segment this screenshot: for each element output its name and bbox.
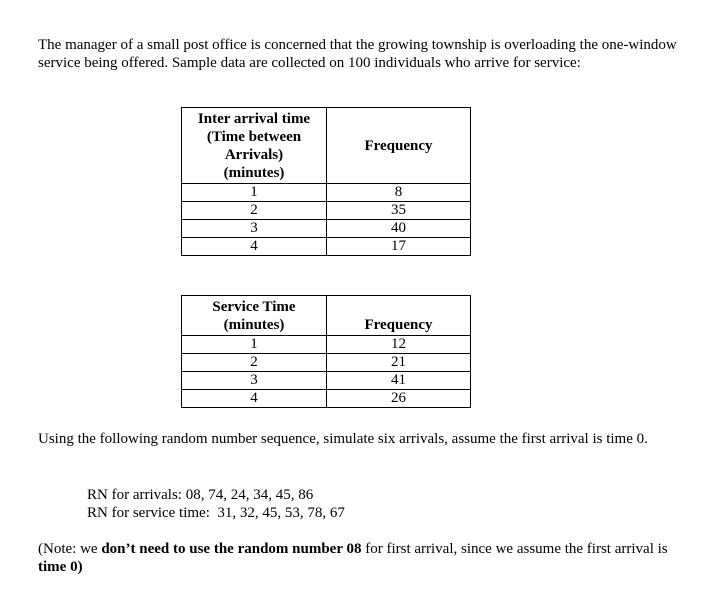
service-time-cell: 4 [182, 390, 327, 408]
frequency-cell: 35 [327, 202, 471, 220]
service-time-cell: 2 [182, 354, 327, 372]
table-row [182, 220, 471, 238]
note-bold-text: time 0) [38, 559, 83, 575]
frequency-cell: 8 [327, 184, 471, 202]
table-row [182, 372, 471, 390]
header-line: (Time between [206, 128, 302, 145]
frequency-cell: 41 [327, 372, 471, 390]
table-row [182, 390, 471, 408]
note-paragraph [38, 540, 678, 576]
rn-service-line: RN for service time: 31, 32, 45, 53, 78, 67 [87, 505, 345, 521]
table-row [182, 238, 471, 256]
inter-arrival-frequency-table [181, 107, 471, 256]
instructions-paragraph: Using the following random number sequence, simulate six arrivals, assume the first arrival is time 0. [38, 431, 648, 447]
intro-paragraph: The manager of a small post office is concerned that the growing township is overloading the one-window service being offered. Sample data are collected on 100 individuals who arrive for service: [38, 37, 677, 71]
table-header-row [182, 296, 471, 336]
note-text: (Note: we [38, 541, 102, 557]
note-bold-text: don’t need to use the random number 08 [101, 541, 362, 557]
frequency-header: Frequency [327, 108, 471, 184]
table-row [182, 202, 471, 220]
table-row [182, 184, 471, 202]
header-line: Service Time [212, 298, 296, 315]
header-line: (minutes) [223, 316, 285, 333]
table-row [182, 354, 471, 372]
frequency-header: Frequency [327, 296, 471, 336]
random-number-block [87, 486, 345, 522]
frequency-cell: 26 [327, 390, 471, 408]
arrival-time-cell: 2 [182, 202, 327, 220]
service-time-cell: 3 [182, 372, 327, 390]
inter-arrival-header [182, 108, 327, 184]
header-line: (minutes) [223, 164, 285, 181]
service-time-frequency-table [181, 295, 471, 408]
note-text: for first arrival, since we assume the first arrival is [361, 541, 668, 557]
rn-arrivals-line: RN for arrivals: 08, 74, 24, 34, 45, 86 [87, 487, 314, 503]
frequency-cell: 17 [327, 238, 471, 256]
service-time-cell: 1 [182, 336, 327, 354]
table-row [182, 336, 471, 354]
frequency-cell: 21 [327, 354, 471, 372]
header-line: Inter arrival time [197, 110, 311, 127]
table-header-row [182, 108, 471, 184]
arrival-time-cell: 3 [182, 220, 327, 238]
frequency-cell: 12 [327, 336, 471, 354]
arrival-time-cell: 4 [182, 238, 327, 256]
arrival-time-cell: 1 [182, 184, 327, 202]
frequency-cell: 40 [327, 220, 471, 238]
service-time-header [182, 296, 327, 336]
header-line: Arrivals) [224, 146, 284, 163]
